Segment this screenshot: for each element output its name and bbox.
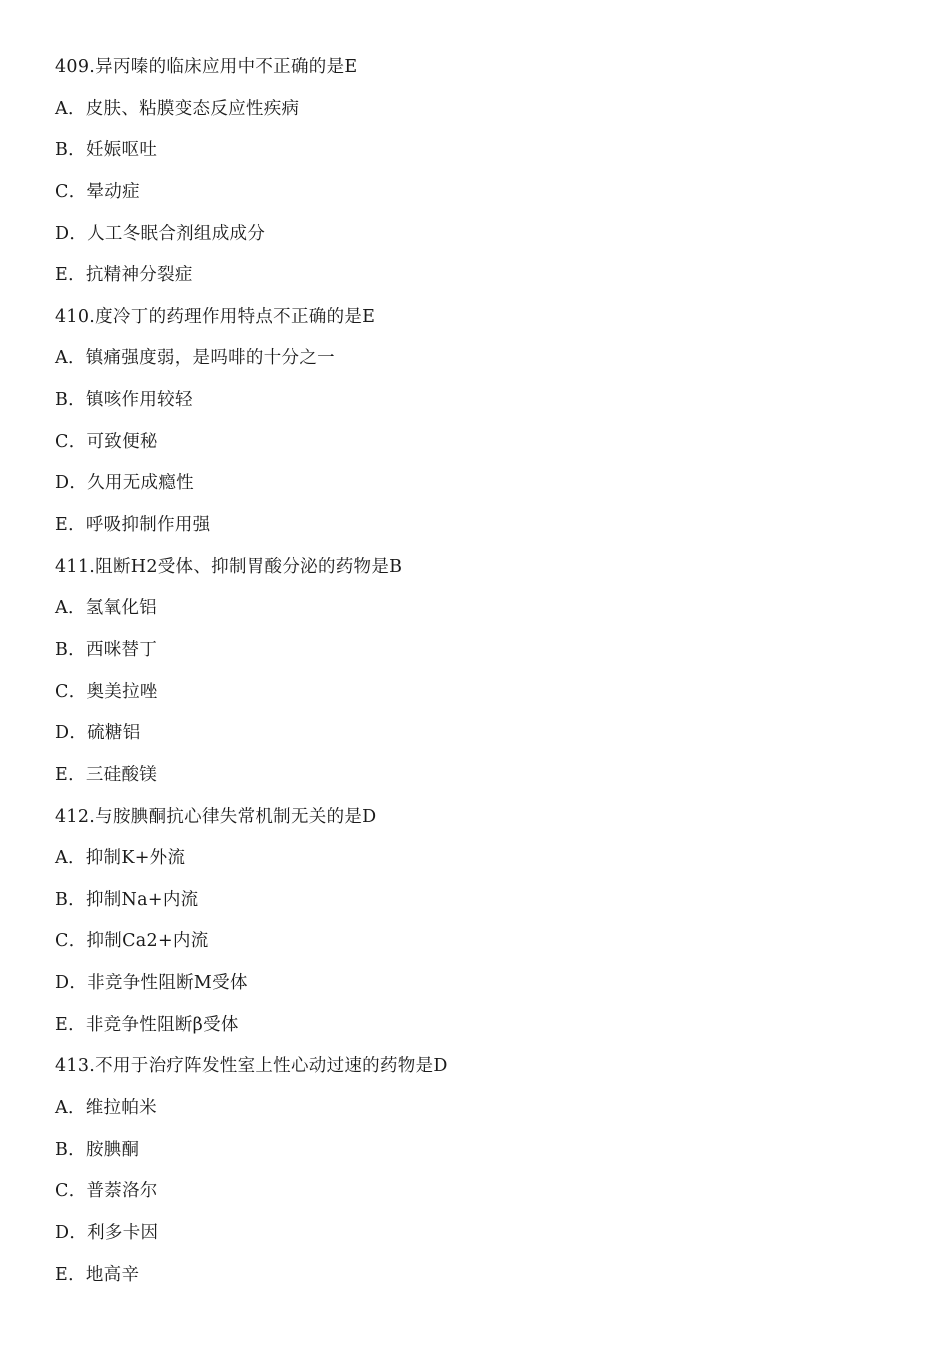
question-409-option-d: D．人工冬眠合剂组成成分 bbox=[55, 223, 266, 244]
question-411-stem: 411.阻断H2受体、抑制胃酸分泌的药物是B bbox=[55, 556, 403, 577]
question-410-option-a: A．镇痛强度弱，是吗啡的十分之一 bbox=[55, 348, 335, 369]
question-411-option-e: E．三硅酸镁 bbox=[55, 764, 158, 785]
question-411-option-a: A．氢氧化铝 bbox=[55, 598, 157, 619]
question-412-option-c: C．抑制Ca2+内流 bbox=[55, 931, 209, 952]
question-411-option-d: D．硫糖铝 bbox=[55, 723, 141, 744]
question-409-option-e: E．抗精神分裂症 bbox=[55, 265, 193, 286]
question-409-option-a: A．皮肤、粘膜变态反应性疾病 bbox=[55, 98, 300, 119]
question-410-option-b: B．镇咳作用较轻 bbox=[55, 390, 193, 411]
question-409-option-b: B．妊娠呕吐 bbox=[55, 140, 158, 161]
question-411-option-b: B．西咪替丁 bbox=[55, 639, 158, 660]
question-410-option-d: D．久用无成瘾性 bbox=[55, 473, 194, 494]
question-412-option-d: D．非竞争性阻断M受体 bbox=[55, 973, 248, 994]
question-413-stem: 413.不用于治疗阵发性室上性心动过速的药物是D bbox=[55, 1056, 448, 1077]
question-412-stem: 412.与胺腆酮抗心律失常机制无关的是D bbox=[55, 806, 377, 827]
question-412-option-e: E．非竞争性阻断β受体 bbox=[55, 1014, 239, 1035]
question-409-stem: 409.异丙嗪的临床应用中不正确的是E bbox=[55, 57, 358, 77]
question-410-stem: 410.度冷丁的药理作用特点不正确的是E bbox=[55, 306, 376, 327]
question-410-option-e: E．呼吸抑制作用强 bbox=[55, 515, 211, 536]
question-412-option-b: B．抑制Na+内流 bbox=[55, 889, 199, 910]
question-413-option-e: E．地高辛 bbox=[55, 1264, 140, 1285]
question-list bbox=[55, 52, 915, 1301]
question-413-option-a: A．维拉帕米 bbox=[55, 1098, 157, 1119]
question-413-option-c: C．普萘洛尔 bbox=[55, 1181, 158, 1202]
question-412-option-a: A．抑制K+外流 bbox=[55, 848, 186, 869]
question-413-option-b: B．胺腆酮 bbox=[55, 1139, 140, 1160]
question-409-option-c: C．晕动症 bbox=[55, 181, 140, 202]
question-410-option-c: C．可致便秘 bbox=[55, 431, 158, 452]
question-411-option-c: C．奥美拉唑 bbox=[55, 681, 158, 702]
question-413-option-d: D．利多卡因 bbox=[55, 1222, 159, 1243]
